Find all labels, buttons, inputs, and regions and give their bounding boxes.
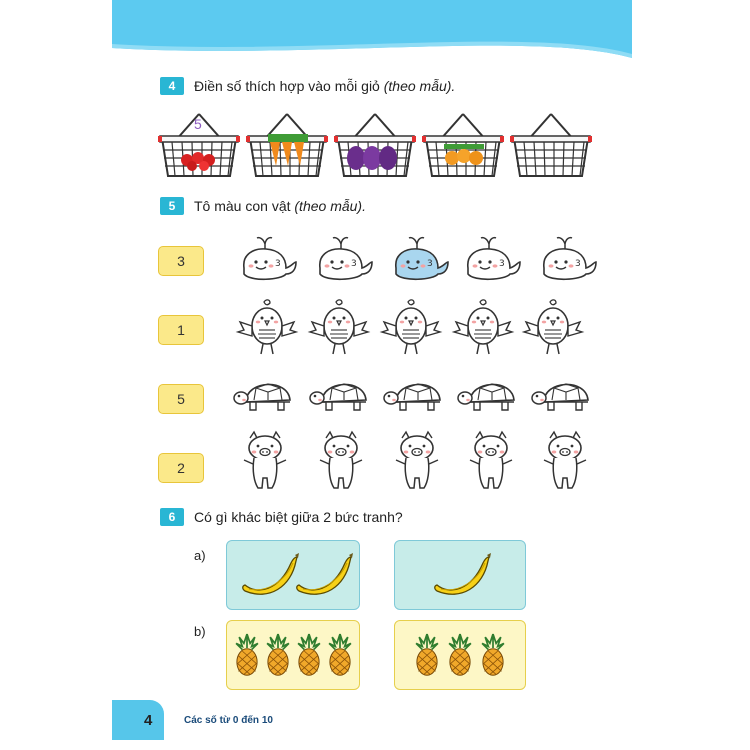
turtle-icon[interactable] [456, 362, 522, 428]
exercise-4-text: Điền số thích hợp vào mỗi giỏ [194, 78, 380, 94]
item-b-label: b) [194, 624, 206, 639]
picture-b-right[interactable] [394, 620, 526, 690]
carrots-illustration [262, 134, 314, 168]
turtle-icon[interactable] [530, 362, 596, 428]
bird-icon[interactable] [306, 296, 372, 362]
tomatoes-illustration [180, 146, 220, 172]
oranges-illustration [442, 142, 486, 172]
page-number: 4 [144, 712, 153, 729]
pig-icon[interactable] [308, 428, 374, 494]
count-box-birds: 1 [158, 315, 204, 345]
basket-1 [158, 110, 240, 185]
basket-sample-count: 5 [194, 116, 202, 132]
basket-5[interactable] [510, 110, 592, 185]
bird-icon[interactable] [234, 296, 300, 362]
bird-icon[interactable] [378, 296, 444, 362]
banana-icon [293, 551, 353, 601]
picture-a-right[interactable] [394, 540, 526, 610]
pineapple-icon [413, 627, 441, 683]
count-box-whales: 3 [158, 246, 204, 276]
eggplants-illustration [346, 144, 404, 172]
exercise-4-number: 4 [160, 77, 184, 95]
exercise-6-text: Có gì khác biệt giữa 2 bức tranh? [194, 509, 403, 525]
exercise-5-text: Tô màu con vật [194, 198, 291, 214]
banana-icon [239, 551, 299, 601]
exercise-5-instruction [194, 198, 366, 214]
whale-icon[interactable] [234, 228, 300, 294]
picture-a-left[interactable] [226, 540, 360, 610]
turtle-icon[interactable] [232, 362, 298, 428]
pineapple-icon [446, 627, 474, 683]
exercise-5-number: 5 [160, 197, 184, 215]
footer-tab [112, 700, 164, 740]
tomato-icon [180, 146, 220, 172]
picture-b-left[interactable] [226, 620, 360, 690]
pig-icon[interactable] [532, 428, 598, 494]
pig-icon[interactable] [458, 428, 524, 494]
item-a-label: a) [194, 548, 206, 563]
pig-icon[interactable] [384, 428, 450, 494]
exercise-4-instruction [194, 78, 455, 94]
pineapple-icon [264, 627, 292, 683]
banana-icon [431, 551, 491, 601]
pineapple-icon [326, 627, 354, 683]
pineapple-icon [479, 627, 507, 683]
basket-2[interactable] [246, 110, 328, 185]
exercise-5-hint: (theo mẫu). [294, 198, 366, 214]
whale-icon[interactable] [534, 228, 600, 294]
exercise-6-number: 6 [160, 508, 184, 526]
pig-icon[interactable] [232, 428, 298, 494]
basket-4[interactable] [422, 110, 504, 185]
top-banner [112, 0, 632, 58]
bird-icon[interactable] [520, 296, 586, 362]
whale-icon-colored[interactable] [386, 228, 452, 294]
basket-3[interactable] [334, 110, 416, 185]
bird-icon[interactable] [450, 296, 516, 362]
basket-icon [510, 110, 592, 180]
pineapple-icon [295, 627, 323, 683]
turtle-icon[interactable] [382, 362, 448, 428]
count-box-turtles: 5 [158, 384, 204, 414]
pineapple-icon [233, 627, 261, 683]
count-box-pigs: 2 [158, 453, 204, 483]
exercise-4-hint: (theo mẫu). [383, 78, 456, 94]
footer-title: Các số từ 0 đến 10 [184, 715, 273, 726]
whale-icon[interactable] [458, 228, 524, 294]
turtle-icon[interactable] [308, 362, 374, 428]
whale-icon[interactable] [310, 228, 376, 294]
